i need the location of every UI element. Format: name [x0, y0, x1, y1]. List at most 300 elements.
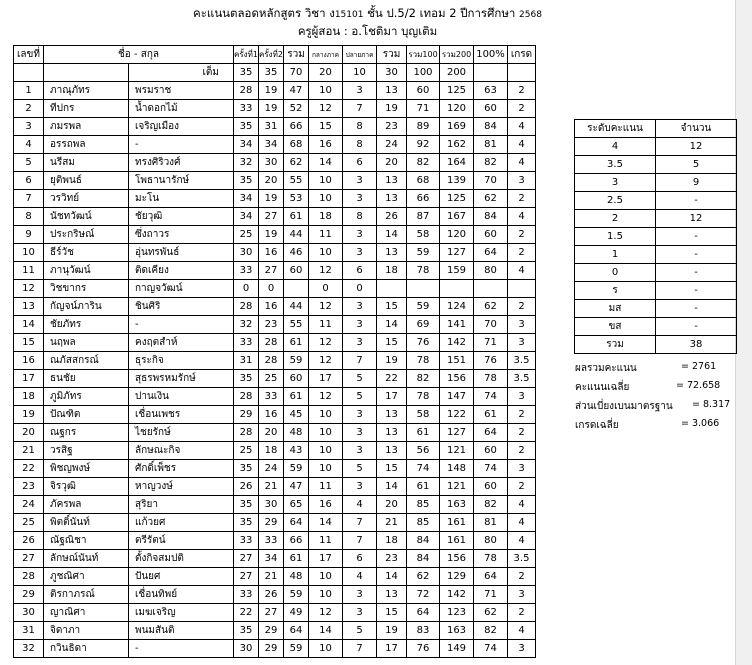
final-score: 5 — [343, 370, 377, 388]
test1-score: 28 — [234, 388, 259, 406]
grade-count: - — [656, 228, 737, 246]
header2-percent — [474, 64, 508, 82]
sum2-score: 13 — [377, 172, 407, 190]
first-name: จิดาภา — [44, 622, 129, 640]
total100-score: 68 — [407, 172, 440, 190]
sum2-score: 13 — [377, 82, 407, 100]
test1-score: 31 — [234, 352, 259, 370]
test2-score: 20 — [259, 172, 284, 190]
sum2-score: 23 — [377, 118, 407, 136]
header2-test2: 35 — [259, 64, 284, 82]
row-number: 18 — [14, 388, 44, 406]
percent-score: 84 — [474, 118, 508, 136]
grade-level: 4 — [575, 138, 656, 156]
table-row — [14, 622, 536, 640]
grade-summary-row — [575, 246, 737, 264]
header-total200: รวม200 — [440, 46, 474, 64]
test2-score: 28 — [259, 352, 284, 370]
table-row — [14, 568, 536, 586]
vertical-scrollbar[interactable] — [735, 0, 752, 665]
stat-sd — [575, 399, 731, 414]
grade-value: 2 — [508, 568, 536, 586]
first-name: นัชทวัฒน์ — [44, 208, 129, 226]
row-number: 4 — [14, 136, 44, 154]
grade-value: 4 — [508, 262, 536, 280]
total200-score: 127 — [440, 424, 474, 442]
test1-score: 35 — [234, 496, 259, 514]
total100-score: 58 — [407, 406, 440, 424]
percent-score — [474, 280, 508, 298]
row-number: 8 — [14, 208, 44, 226]
test1-score: 33 — [234, 262, 259, 280]
test2-score: 20 — [259, 424, 284, 442]
total100-score: 69 — [407, 316, 440, 334]
total200-score: 164 — [440, 154, 474, 172]
percent-score: 81 — [474, 514, 508, 532]
table-row — [14, 406, 536, 424]
midterm-score: 10 — [309, 640, 343, 658]
total200-score: 163 — [440, 622, 474, 640]
percent-score: 74 — [474, 460, 508, 478]
grade-count: - — [656, 300, 737, 318]
percent-score: 60 — [474, 442, 508, 460]
midterm-score: 15 — [309, 118, 343, 136]
row-number: 30 — [14, 604, 44, 622]
midterm-score: 0 — [309, 280, 343, 298]
header-name: ชื่อ - สกุล — [44, 46, 234, 64]
first-name: วรสิฐ — [44, 442, 129, 460]
percent-score: 78 — [474, 550, 508, 568]
test2-score: 19 — [259, 190, 284, 208]
table-row — [14, 82, 536, 100]
final-score: 3 — [343, 478, 377, 496]
row-number: 10 — [14, 244, 44, 262]
grade-value: 2 — [508, 604, 536, 622]
last-name: อุ่นทรพันธ์ — [129, 244, 234, 262]
table-row — [14, 640, 536, 658]
total100-score: 78 — [407, 262, 440, 280]
final-score: 3 — [343, 424, 377, 442]
percent-score: 82 — [474, 154, 508, 172]
test1-score: 33 — [234, 586, 259, 604]
total100-score: 64 — [407, 604, 440, 622]
grade-summary-row — [575, 300, 737, 318]
header-total100: รวม100 — [407, 46, 440, 64]
midterm-score: 17 — [309, 370, 343, 388]
table-row — [14, 244, 536, 262]
last-name: ตั้งกิจสมปติ — [129, 550, 234, 568]
test2-score: 29 — [259, 622, 284, 640]
last-name: เชื่อนเพชร — [129, 406, 234, 424]
total100-score: 84 — [407, 550, 440, 568]
sum2-score: 13 — [377, 586, 407, 604]
grade-summary-row — [575, 336, 737, 354]
test1-score: 29 — [234, 406, 259, 424]
midterm-score: 10 — [309, 82, 343, 100]
percent-score: 64 — [474, 244, 508, 262]
test1-score: 25 — [234, 442, 259, 460]
final-score: 7 — [343, 100, 377, 118]
test2-score: 27 — [259, 208, 284, 226]
percent-score: 84 — [474, 208, 508, 226]
table-row — [14, 604, 536, 622]
midterm-score: 10 — [309, 244, 343, 262]
last-name: ศักดิ์เพ็ชร — [129, 460, 234, 478]
midterm-score: 10 — [309, 172, 343, 190]
header2-sum2: 30 — [377, 64, 407, 82]
grade-value: 2 — [508, 298, 536, 316]
grade-value: 4 — [508, 532, 536, 550]
first-name: ภานุวัฒน์ — [44, 262, 129, 280]
grade-level: มส — [575, 300, 656, 318]
midterm-score: 11 — [309, 316, 343, 334]
test1-score: 35 — [234, 622, 259, 640]
header-test1: ครั้งที่1 — [234, 46, 259, 64]
test1-score: 34 — [234, 208, 259, 226]
grade-value: 2 — [508, 406, 536, 424]
grade-summary-row — [575, 138, 737, 156]
first-name: วิชขากร — [44, 280, 129, 298]
sum1-score: 45 — [284, 406, 309, 424]
test2-score: 34 — [259, 136, 284, 154]
test2-score: 23 — [259, 316, 284, 334]
total100-score: 61 — [407, 478, 440, 496]
final-score: 7 — [343, 514, 377, 532]
total200-score: 161 — [440, 532, 474, 550]
last-name: คงฤตสำห์ — [129, 334, 234, 352]
final-score: 8 — [343, 208, 377, 226]
test2-score: 19 — [259, 82, 284, 100]
sum2-score: 19 — [377, 100, 407, 118]
final-score: 3 — [343, 190, 377, 208]
first-name: ภาณุภัทร — [44, 82, 129, 100]
grade-value: 3 — [508, 460, 536, 478]
header2-final: 10 — [343, 64, 377, 82]
grade-value: 2 — [508, 100, 536, 118]
sum2-score: 14 — [377, 316, 407, 334]
test1-score: 28 — [234, 424, 259, 442]
sum1-score: 64 — [284, 514, 309, 532]
sum1-score: 68 — [284, 136, 309, 154]
grade-value: 4 — [508, 496, 536, 514]
grade-summary-row — [575, 174, 737, 192]
last-name: ติดเคียง — [129, 262, 234, 280]
total100-score: 62 — [407, 568, 440, 586]
percent-score: 63 — [474, 82, 508, 100]
table-row — [14, 100, 536, 118]
percent-score: 82 — [474, 622, 508, 640]
grade-value: 2 — [508, 244, 536, 262]
percent-score: 76 — [474, 352, 508, 370]
final-score: 5 — [343, 460, 377, 478]
row-number: 16 — [14, 352, 44, 370]
midterm-score: 10 — [309, 424, 343, 442]
test1-score: 35 — [234, 370, 259, 388]
percent-score: 78 — [474, 370, 508, 388]
row-number: 19 — [14, 406, 44, 424]
report-title — [0, 5, 735, 23]
grade-value: 4 — [508, 136, 536, 154]
row-number: 27 — [14, 550, 44, 568]
first-name: ติรกาภรณ์ — [44, 586, 129, 604]
total100-score: 74 — [407, 460, 440, 478]
midterm-score: 11 — [309, 478, 343, 496]
total100-score: 71 — [407, 100, 440, 118]
sum1-score: 61 — [284, 550, 309, 568]
table-row — [14, 262, 536, 280]
percent-score: 62 — [474, 190, 508, 208]
table-row — [14, 586, 536, 604]
total100-score: 61 — [407, 424, 440, 442]
test2-score: 29 — [259, 514, 284, 532]
test2-score: 27 — [259, 262, 284, 280]
stat-gpa-label: เกรดเฉลี่ย — [575, 420, 619, 431]
table-row — [14, 460, 536, 478]
midterm-score: 12 — [309, 604, 343, 622]
first-name: ณภัสสกรณ์ — [44, 352, 129, 370]
sum1-score: 66 — [284, 118, 309, 136]
total200-score: 142 — [440, 334, 474, 352]
grade-level: 3.5 — [575, 156, 656, 174]
test1-score: 27 — [234, 568, 259, 586]
total200-score: 121 — [440, 442, 474, 460]
total100-score: 59 — [407, 244, 440, 262]
sum1-score: 44 — [284, 226, 309, 244]
midterm-score: 10 — [309, 190, 343, 208]
total200-score: 124 — [440, 298, 474, 316]
table-row — [14, 208, 536, 226]
grade-summary-row — [575, 156, 737, 174]
total200-score: 142 — [440, 586, 474, 604]
last-name: หาญวงษ์ — [129, 478, 234, 496]
final-score: 4 — [343, 496, 377, 514]
first-name: นรีสม — [44, 154, 129, 172]
row-number: 28 — [14, 568, 44, 586]
last-name: สุธรพรหมรักษ์ — [129, 370, 234, 388]
final-score: 3 — [343, 298, 377, 316]
grade-value: 3 — [508, 640, 536, 658]
total200-score: 122 — [440, 406, 474, 424]
final-score: 3 — [343, 172, 377, 190]
grade-level: 1 — [575, 246, 656, 264]
test1-score: 34 — [234, 190, 259, 208]
total200-score: 162 — [440, 136, 474, 154]
midterm-score: 17 — [309, 550, 343, 568]
sum2-score: 13 — [377, 442, 407, 460]
total200-score: 149 — [440, 640, 474, 658]
sum1-score: 47 — [284, 82, 309, 100]
last-name: เมฆเจริญ — [129, 604, 234, 622]
sum1-score: 47 — [284, 478, 309, 496]
last-name: - — [129, 316, 234, 334]
first-name: ประกริษณ์ — [44, 226, 129, 244]
total200-score: 120 — [440, 226, 474, 244]
stat-gpa — [575, 418, 720, 433]
midterm-score: 12 — [309, 388, 343, 406]
sum1-score: 43 — [284, 442, 309, 460]
first-name: กัญจน์ภาริน — [44, 298, 129, 316]
midterm-score: 16 — [309, 136, 343, 154]
grade-level: 2 — [575, 210, 656, 228]
last-name: พนมสันติ — [129, 622, 234, 640]
first-name: ธีร์วัช — [44, 244, 129, 262]
total200-score: 127 — [440, 244, 474, 262]
header-row-2 — [14, 64, 536, 82]
last-name: ซึ่งถาวร — [129, 226, 234, 244]
test2-score: 16 — [259, 244, 284, 262]
last-name: - — [129, 640, 234, 658]
test2-score: 16 — [259, 298, 284, 316]
first-name: พิชญพงษ์ — [44, 460, 129, 478]
table-row — [14, 172, 536, 190]
row-number: 24 — [14, 496, 44, 514]
midterm-score: 11 — [309, 532, 343, 550]
midterm-score: 10 — [309, 586, 343, 604]
grade-value: 2 — [508, 424, 536, 442]
last-name: ตรีรัตน์ — [129, 532, 234, 550]
first-name: ภูชณิศา — [44, 568, 129, 586]
final-score: 3 — [343, 226, 377, 244]
sum1-score: 55 — [284, 172, 309, 190]
test2-score: 19 — [259, 100, 284, 118]
total100-score: 78 — [407, 352, 440, 370]
midterm-score: 10 — [309, 568, 343, 586]
midterm-score: 10 — [309, 406, 343, 424]
sum2-score: 20 — [377, 496, 407, 514]
title-course-code: 15101 — [334, 10, 364, 20]
midterm-score: 10 — [309, 460, 343, 478]
sum1-score: 44 — [284, 298, 309, 316]
final-score: 3 — [343, 406, 377, 424]
percent-score: 82 — [474, 496, 508, 514]
grade-value: 3 — [508, 388, 536, 406]
table-row — [14, 550, 536, 568]
percent-score: 71 — [474, 586, 508, 604]
total200-score: 139 — [440, 172, 474, 190]
sum1-score: 52 — [284, 100, 309, 118]
last-name: ปันยศ — [129, 568, 234, 586]
percent-score: 64 — [474, 568, 508, 586]
sum1-score: 53 — [284, 190, 309, 208]
test2-score: 18 — [259, 442, 284, 460]
grade-level-header: ระดับคะแนน — [575, 120, 656, 138]
header-row-1 — [14, 46, 536, 64]
first-name: ญาณิศา — [44, 604, 129, 622]
total100-score — [407, 280, 440, 298]
sum1-score: 48 — [284, 424, 309, 442]
grade-value: 2 — [508, 190, 536, 208]
last-name: - — [129, 136, 234, 154]
sum2-score: 19 — [377, 622, 407, 640]
first-name: ปัณฑิต — [44, 406, 129, 424]
total100-score: 83 — [407, 622, 440, 640]
grade-value: 2 — [508, 82, 536, 100]
header2-total200: 200 — [440, 64, 474, 82]
header-midterm: กลางภาค — [309, 46, 343, 64]
table-row — [14, 190, 536, 208]
grade-summary-row — [575, 210, 737, 228]
table-row — [14, 370, 536, 388]
teacher-line: ครูผู้สอน : อ.โชติมา บุญเติม — [297, 24, 438, 38]
grade-count: - — [656, 318, 737, 336]
final-score: 7 — [343, 532, 377, 550]
grade-level: 3 — [575, 174, 656, 192]
last-name: เชื่อนทิพย์ — [129, 586, 234, 604]
final-score: 8 — [343, 118, 377, 136]
row-number: 31 — [14, 622, 44, 640]
sum2-score: 13 — [377, 244, 407, 262]
percent-score: 81 — [474, 136, 508, 154]
grade-count-header: จำนวน — [656, 120, 737, 138]
sum2-score: 17 — [377, 640, 407, 658]
row-number: 3 — [14, 118, 44, 136]
sum2-score: 13 — [377, 424, 407, 442]
grade-value: 3 — [508, 586, 536, 604]
table-row — [14, 226, 536, 244]
table-row — [14, 514, 536, 532]
row-number: 21 — [14, 442, 44, 460]
final-score: 6 — [343, 154, 377, 172]
test2-score: 25 — [259, 370, 284, 388]
first-name: นฤพล — [44, 334, 129, 352]
final-score: 3 — [343, 334, 377, 352]
total100-score: 58 — [407, 226, 440, 244]
test1-score: 35 — [234, 118, 259, 136]
total100-score: 59 — [407, 298, 440, 316]
test1-score: 35 — [234, 514, 259, 532]
last-name: น้ำดอกไม้ — [129, 100, 234, 118]
grade-count: 12 — [656, 210, 737, 228]
header-sum2: รวม — [377, 46, 407, 64]
percent-score: 60 — [474, 100, 508, 118]
total200-score: 159 — [440, 262, 474, 280]
test2-score: 28 — [259, 334, 284, 352]
test2-score: 0 — [259, 280, 284, 298]
header2-sum1: 70 — [284, 64, 309, 82]
grade-summary-row — [575, 192, 737, 210]
grade-value: 2 — [508, 478, 536, 496]
sum1-score: 64 — [284, 622, 309, 640]
final-score: 6 — [343, 550, 377, 568]
percent-score: 70 — [474, 316, 508, 334]
table-row — [14, 532, 536, 550]
test1-score: 32 — [234, 154, 259, 172]
final-score: 8 — [343, 136, 377, 154]
title-main: คะแนนตลอดหลักสูตร วิชา ง — [193, 6, 335, 20]
sum1-score: 60 — [284, 370, 309, 388]
table-row — [14, 442, 536, 460]
test2-score: 30 — [259, 496, 284, 514]
row-number: 13 — [14, 298, 44, 316]
grade-value: 4 — [508, 622, 536, 640]
total200-score: 125 — [440, 82, 474, 100]
last-name: พรมราช — [129, 82, 234, 100]
title-rest: ชั้น ป.5/2 เทอม 2 ปีการศึกษา — [363, 6, 516, 20]
test1-score: 33 — [234, 532, 259, 550]
row-number: 23 — [14, 478, 44, 496]
total200-score: 151 — [440, 352, 474, 370]
header-test2: ครั้งที่2 — [259, 46, 284, 64]
sum2-score: 14 — [377, 226, 407, 244]
grade-value: 3 — [508, 316, 536, 334]
sum2-score: 23 — [377, 550, 407, 568]
final-score: 3 — [343, 604, 377, 622]
final-score: 6 — [343, 262, 377, 280]
sum2-score: 26 — [377, 208, 407, 226]
sum1-score: 62 — [284, 154, 309, 172]
test2-score: 30 — [259, 154, 284, 172]
sum2-score: 15 — [377, 298, 407, 316]
